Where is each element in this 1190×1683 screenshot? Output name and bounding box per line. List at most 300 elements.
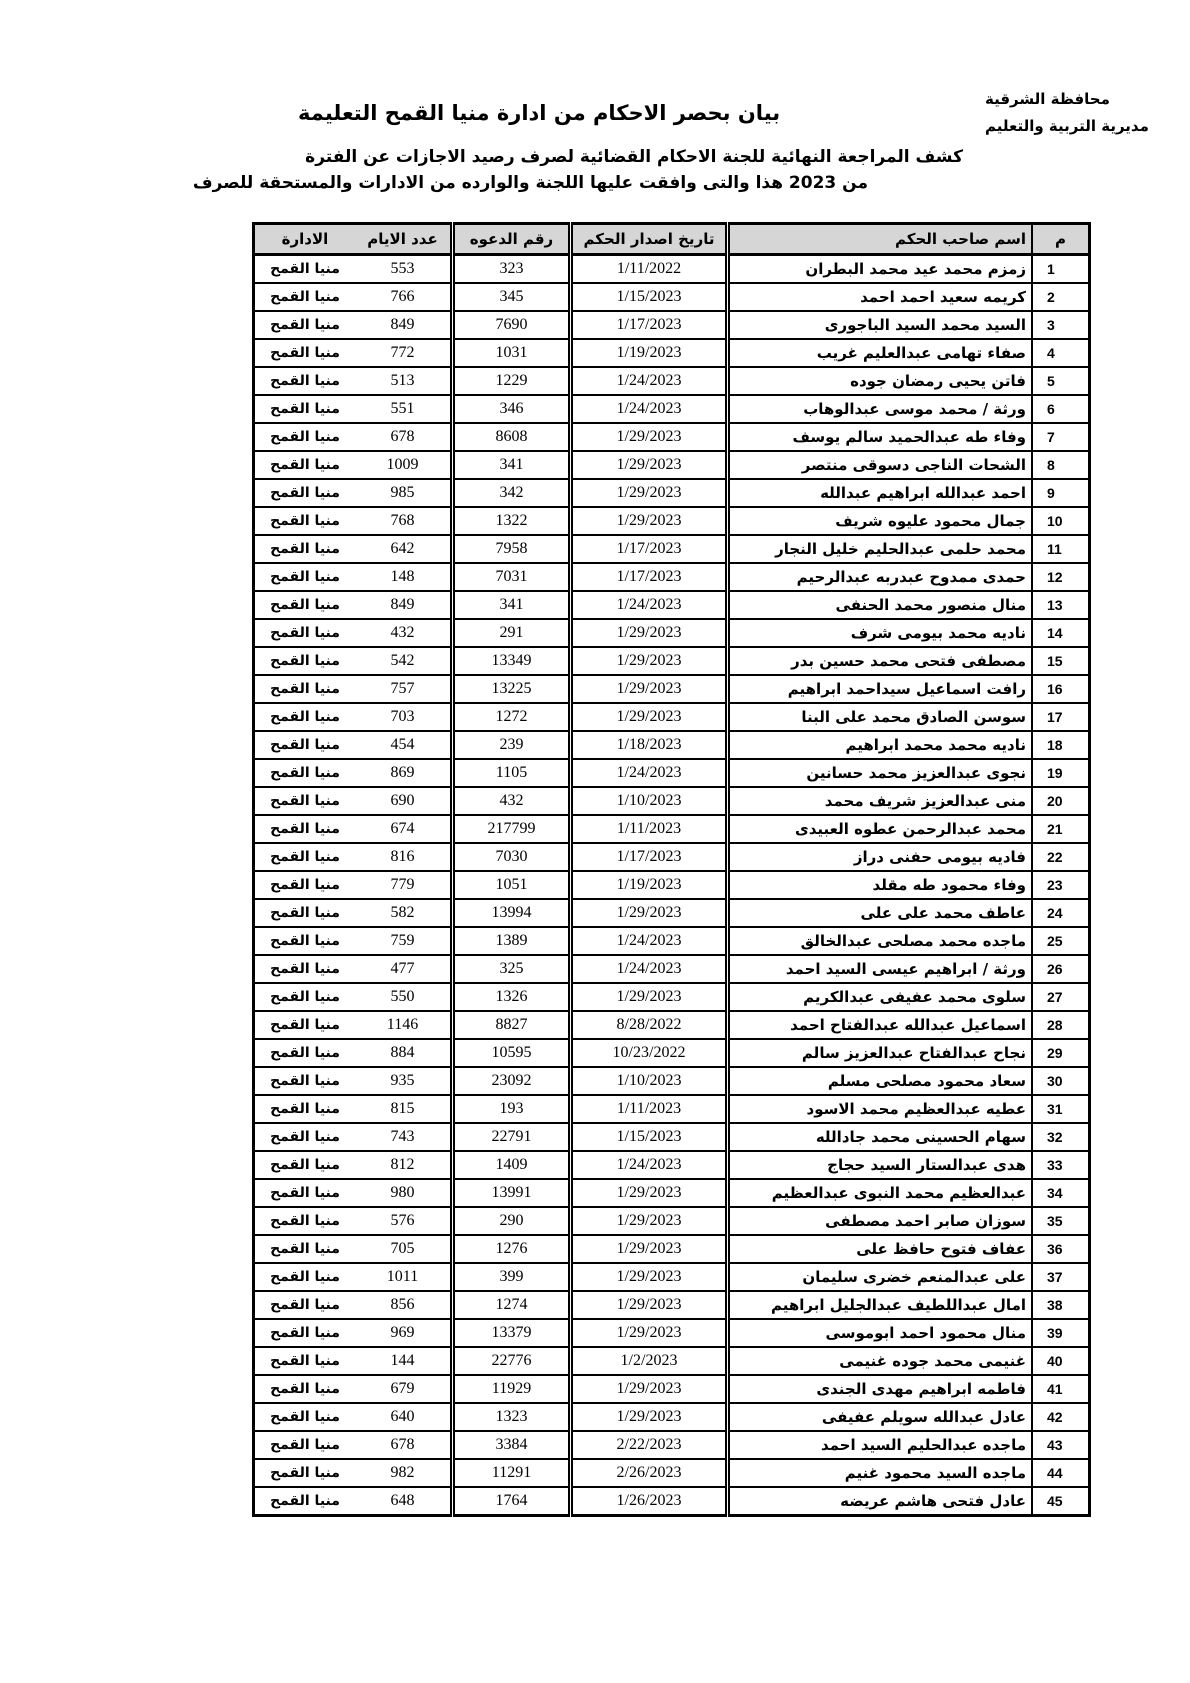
row-case-number-cell: 1272	[453, 703, 571, 731]
row-administration-cell: منيا القمح	[254, 1459, 356, 1487]
row-case-number-cell: 13991	[453, 1179, 571, 1207]
header-serial: م	[1032, 224, 1090, 255]
row-case-number-cell: 1274	[453, 1291, 571, 1319]
row-serial-cell: 37	[1032, 1263, 1090, 1291]
subtitle-line-2: من 2023 هذا والتى وافقت عليها اللجنة والوارده من الادارات والمستحقة للصرف	[192, 173, 868, 193]
row-serial-cell: 24	[1032, 899, 1090, 927]
row-days-cell: 768	[355, 507, 453, 535]
row-days-cell: 582	[355, 899, 453, 927]
directorate-line: مديرية التربية والتعليم	[985, 117, 1149, 135]
row-name-cell: ناديه محمد بيومى شرف	[728, 619, 1033, 647]
row-administration-cell: منيا القمح	[254, 647, 356, 675]
row-administration-cell: منيا القمح	[254, 1151, 356, 1179]
row-days-cell: 679	[355, 1375, 453, 1403]
table-row	[254, 899, 1090, 927]
table-row	[254, 815, 1090, 843]
row-administration-cell: منيا القمح	[254, 1011, 356, 1039]
row-administration-cell: منيا القمح	[254, 1123, 356, 1151]
table-row	[254, 1039, 1090, 1067]
row-case-number-cell: 193	[453, 1095, 571, 1123]
row-case-number-cell: 1031	[453, 339, 571, 367]
table-row	[254, 1011, 1090, 1039]
row-date-cell: 1/29/2023	[571, 451, 728, 479]
row-administration-cell: منيا القمح	[254, 675, 356, 703]
row-serial-cell: 43	[1032, 1431, 1090, 1459]
row-case-number-cell: 8608	[453, 423, 571, 451]
table-row	[254, 395, 1090, 423]
table-row	[254, 1235, 1090, 1263]
row-case-number-cell: 432	[453, 787, 571, 815]
table-row	[254, 535, 1090, 563]
row-case-number-cell: 323	[453, 255, 571, 284]
row-date-cell: 1/24/2023	[571, 759, 728, 787]
row-days-cell: 550	[355, 983, 453, 1011]
row-administration-cell: منيا القمح	[254, 451, 356, 479]
row-name-cell: محمد حلمى عبدالحليم خليل النجار	[728, 535, 1033, 563]
row-days-cell: 648	[355, 1487, 453, 1516]
row-date-cell: 1/24/2023	[571, 367, 728, 395]
row-name-cell: الشحات الناجى دسوقى منتصر	[728, 451, 1033, 479]
row-administration-cell: منيا القمح	[254, 1319, 356, 1347]
row-days-cell: 703	[355, 703, 453, 731]
row-serial-cell: 31	[1032, 1095, 1090, 1123]
row-date-cell: 1/15/2023	[571, 1123, 728, 1151]
row-name-cell: ماجده محمد مصلحى عبدالخالق	[728, 927, 1033, 955]
table-row	[254, 255, 1090, 284]
row-name-cell: امال عبداللطيف عبدالجليل ابراهيم	[728, 1291, 1033, 1319]
row-days-cell: 551	[355, 395, 453, 423]
row-days-cell: 816	[355, 843, 453, 871]
table-row	[254, 1207, 1090, 1235]
row-administration-cell: منيا القمح	[254, 1263, 356, 1291]
table-row	[254, 1095, 1090, 1123]
row-name-cell: سعاد محمود مصلحى مسلم	[728, 1067, 1033, 1095]
row-serial-cell: 20	[1032, 787, 1090, 815]
document-title: بيان بحصر الاحكام من ادارة منيا القمح التعليمة	[298, 101, 781, 125]
row-administration-cell: منيا القمح	[254, 423, 356, 451]
table-row	[254, 731, 1090, 759]
row-serial-cell: 14	[1032, 619, 1090, 647]
subtitle-line-1: كشف المراجعة النهائية للجنة الاحكام القضائية لصرف رصيد الاجازات عن الفترة	[305, 147, 963, 167]
records-tbody	[254, 255, 1090, 1516]
row-case-number-cell: 3384	[453, 1431, 571, 1459]
table-row	[254, 1319, 1090, 1347]
row-date-cell: 1/29/2023	[571, 507, 728, 535]
table-row	[254, 311, 1090, 339]
row-case-number-cell: 1409	[453, 1151, 571, 1179]
row-name-cell: سهام الحسينى محمد جادالله	[728, 1123, 1033, 1151]
header-administration: الادارة	[254, 224, 356, 255]
header-case-number: رقم الدعوه	[453, 224, 571, 255]
table-row	[254, 283, 1090, 311]
row-administration-cell: منيا القمح	[254, 1235, 356, 1263]
row-case-number-cell: 290	[453, 1207, 571, 1235]
row-name-cell: منال محمود احمد ابوموسى	[728, 1319, 1033, 1347]
row-days-cell: 766	[355, 283, 453, 311]
row-name-cell: على عبدالمنعم خضرى سليمان	[728, 1263, 1033, 1291]
row-serial-cell: 38	[1032, 1291, 1090, 1319]
row-administration-cell: منيا القمح	[254, 1039, 356, 1067]
row-serial-cell: 44	[1032, 1459, 1090, 1487]
header-name: اسم صاحب الحكم	[728, 224, 1033, 255]
row-date-cell: 10/23/2022	[571, 1039, 728, 1067]
row-date-cell: 8/28/2022	[571, 1011, 728, 1039]
table-row	[254, 1123, 1090, 1151]
row-administration-cell: منيا القمح	[254, 1095, 356, 1123]
row-administration-cell: منيا القمح	[254, 787, 356, 815]
row-serial-cell: 30	[1032, 1067, 1090, 1095]
row-date-cell: 1/24/2023	[571, 591, 728, 619]
row-serial-cell: 40	[1032, 1347, 1090, 1375]
row-serial-cell: 8	[1032, 451, 1090, 479]
row-name-cell: عادل عبدالله سويلم عفيفى	[728, 1403, 1033, 1431]
row-administration-cell: منيا القمح	[254, 843, 356, 871]
table-row	[254, 843, 1090, 871]
row-name-cell: زمزم محمد عيد محمد البطران	[728, 255, 1033, 284]
row-case-number-cell: 7690	[453, 311, 571, 339]
row-name-cell: احمد عبدالله ابراهيم عبدالله	[728, 479, 1033, 507]
row-administration-cell: منيا القمح	[254, 703, 356, 731]
row-name-cell: ورثة / ابراهيم عيسى السيد احمد	[728, 955, 1033, 983]
row-name-cell: فاديه بيومى حفنى دراز	[728, 843, 1033, 871]
row-days-cell: 1011	[355, 1263, 453, 1291]
table-row	[254, 759, 1090, 787]
row-administration-cell: منيا القمح	[254, 1487, 356, 1516]
row-serial-cell: 34	[1032, 1179, 1090, 1207]
row-days-cell: 969	[355, 1319, 453, 1347]
table-row	[254, 1151, 1090, 1179]
row-case-number-cell: 8827	[453, 1011, 571, 1039]
row-days-cell: 432	[355, 619, 453, 647]
row-administration-cell: منيا القمح	[254, 255, 356, 284]
row-case-number-cell: 13349	[453, 647, 571, 675]
governorate-line: محافظة الشرقية	[985, 90, 1110, 108]
row-date-cell: 1/17/2023	[571, 843, 728, 871]
table-row	[254, 871, 1090, 899]
table-row	[254, 1375, 1090, 1403]
row-date-cell: 1/29/2023	[571, 983, 728, 1011]
table-row	[254, 339, 1090, 367]
row-days-cell: 772	[355, 339, 453, 367]
row-name-cell: محمد عبدالرحمن عطوه العبيدى	[728, 815, 1033, 843]
row-date-cell: 1/15/2023	[571, 283, 728, 311]
row-serial-cell: 11	[1032, 535, 1090, 563]
table-row	[254, 1291, 1090, 1319]
row-serial-cell: 33	[1032, 1151, 1090, 1179]
table-row	[254, 479, 1090, 507]
row-serial-cell: 12	[1032, 563, 1090, 591]
table-row	[254, 423, 1090, 451]
row-case-number-cell: 7958	[453, 535, 571, 563]
row-serial-cell: 22	[1032, 843, 1090, 871]
row-date-cell: 1/29/2023	[571, 1291, 728, 1319]
row-case-number-cell: 1764	[453, 1487, 571, 1516]
table-row	[254, 1263, 1090, 1291]
row-name-cell: رافت اسماعيل سيداحمد ابراهيم	[728, 675, 1033, 703]
row-administration-cell: منيا القمح	[254, 759, 356, 787]
table-row	[254, 451, 1090, 479]
row-case-number-cell: 341	[453, 451, 571, 479]
row-name-cell: سلوى محمد عفيفى عبدالكريم	[728, 983, 1033, 1011]
row-administration-cell: منيا القمح	[254, 731, 356, 759]
row-days-cell: 477	[355, 955, 453, 983]
row-name-cell: مصطفى فتحى محمد حسين بدر	[728, 647, 1033, 675]
row-administration-cell: منيا القمح	[254, 1207, 356, 1235]
row-serial-cell: 21	[1032, 815, 1090, 843]
row-date-cell: 1/29/2023	[571, 1207, 728, 1235]
row-date-cell: 1/29/2023	[571, 1403, 728, 1431]
row-case-number-cell: 346	[453, 395, 571, 423]
row-name-cell: وفاء محمود طه مقلد	[728, 871, 1033, 899]
table-row	[254, 983, 1090, 1011]
row-days-cell: 148	[355, 563, 453, 591]
row-name-cell: فاطمه ابراهيم مهدى الجندى	[728, 1375, 1033, 1403]
row-name-cell: منال منصور محمد الحنفى	[728, 591, 1033, 619]
row-days-cell: 935	[355, 1067, 453, 1095]
row-case-number-cell: 13994	[453, 899, 571, 927]
row-days-cell: 985	[355, 479, 453, 507]
row-days-cell: 982	[355, 1459, 453, 1487]
row-date-cell: 1/26/2023	[571, 1487, 728, 1516]
row-name-cell: هدى عبدالستار السيد حجاج	[728, 1151, 1033, 1179]
judgments-table	[252, 222, 1091, 1517]
row-days-cell: 980	[355, 1179, 453, 1207]
table-row	[254, 1487, 1090, 1516]
row-administration-cell: منيا القمح	[254, 899, 356, 927]
row-serial-cell: 16	[1032, 675, 1090, 703]
row-date-cell: 1/10/2023	[571, 787, 728, 815]
row-name-cell: عاطف محمد على على	[728, 899, 1033, 927]
row-name-cell: حمدى ممدوح عبدربه عبدالرحيم	[728, 563, 1033, 591]
table-row	[254, 675, 1090, 703]
row-serial-cell: 5	[1032, 367, 1090, 395]
row-case-number-cell: 1051	[453, 871, 571, 899]
row-case-number-cell: 1389	[453, 927, 571, 955]
row-date-cell: 1/2/2023	[571, 1347, 728, 1375]
row-serial-cell: 4	[1032, 339, 1090, 367]
row-administration-cell: منيا القمح	[254, 563, 356, 591]
row-days-cell: 705	[355, 1235, 453, 1263]
row-serial-cell: 15	[1032, 647, 1090, 675]
row-case-number-cell: 325	[453, 955, 571, 983]
row-name-cell: صفاء تهامى عبدالعليم غريب	[728, 339, 1033, 367]
row-days-cell: 743	[355, 1123, 453, 1151]
row-serial-cell: 18	[1032, 731, 1090, 759]
row-date-cell: 1/11/2023	[571, 1095, 728, 1123]
row-administration-cell: منيا القمح	[254, 591, 356, 619]
row-case-number-cell: 1322	[453, 507, 571, 535]
row-days-cell: 640	[355, 1403, 453, 1431]
row-days-cell: 779	[355, 871, 453, 899]
row-case-number-cell: 1229	[453, 367, 571, 395]
row-administration-cell: منيا القمح	[254, 1431, 356, 1459]
table-row	[254, 563, 1090, 591]
row-administration-cell: منيا القمح	[254, 395, 356, 423]
row-date-cell: 1/17/2023	[571, 563, 728, 591]
table-row	[254, 647, 1090, 675]
row-days-cell: 849	[355, 311, 453, 339]
row-case-number-cell: 22776	[453, 1347, 571, 1375]
row-serial-cell: 13	[1032, 591, 1090, 619]
row-name-cell: وفاء طه عبدالحميد سالم يوسف	[728, 423, 1033, 451]
row-days-cell: 678	[355, 1431, 453, 1459]
row-date-cell: 1/29/2023	[571, 647, 728, 675]
row-date-cell: 1/29/2023	[571, 1235, 728, 1263]
header-row	[254, 224, 1090, 255]
row-name-cell: ماجده عبدالحليم السيد احمد	[728, 1431, 1033, 1459]
row-name-cell: ورثة / محمد موسى عبدالوهاب	[728, 395, 1033, 423]
row-case-number-cell: 11291	[453, 1459, 571, 1487]
row-days-cell: 678	[355, 423, 453, 451]
row-serial-cell: 19	[1032, 759, 1090, 787]
row-administration-cell: منيا القمح	[254, 311, 356, 339]
row-serial-cell: 39	[1032, 1319, 1090, 1347]
row-date-cell: 1/10/2023	[571, 1067, 728, 1095]
row-date-cell: 1/24/2023	[571, 927, 728, 955]
row-days-cell: 856	[355, 1291, 453, 1319]
row-case-number-cell: 7031	[453, 563, 571, 591]
row-name-cell: اسماعيل عبدالله عبدالفتاح احمد	[728, 1011, 1033, 1039]
row-case-number-cell: 10595	[453, 1039, 571, 1067]
row-date-cell: 1/29/2023	[571, 1263, 728, 1291]
row-name-cell: عفاف فتوح حافظ على	[728, 1235, 1033, 1263]
row-serial-cell: 2	[1032, 283, 1090, 311]
row-case-number-cell: 13379	[453, 1319, 571, 1347]
row-date-cell: 1/29/2023	[571, 1375, 728, 1403]
row-administration-cell: منيا القمح	[254, 1179, 356, 1207]
row-days-cell: 674	[355, 815, 453, 843]
row-date-cell: 1/11/2023	[571, 815, 728, 843]
row-days-cell: 757	[355, 675, 453, 703]
table-row	[254, 787, 1090, 815]
row-case-number-cell: 345	[453, 283, 571, 311]
row-days-cell: 1146	[355, 1011, 453, 1039]
row-date-cell: 1/11/2022	[571, 255, 728, 284]
table-row	[254, 591, 1090, 619]
table-row	[254, 1067, 1090, 1095]
row-date-cell: 1/29/2023	[571, 1319, 728, 1347]
row-days-cell: 759	[355, 927, 453, 955]
row-administration-cell: منيا القمح	[254, 955, 356, 983]
row-administration-cell: منيا القمح	[254, 1375, 356, 1403]
row-serial-cell: 42	[1032, 1403, 1090, 1431]
row-serial-cell: 41	[1032, 1375, 1090, 1403]
row-name-cell: عطيه عبدالعظيم محمد الاسود	[728, 1095, 1033, 1123]
row-administration-cell: منيا القمح	[254, 1067, 356, 1095]
row-date-cell: 1/24/2023	[571, 395, 728, 423]
row-case-number-cell: 1276	[453, 1235, 571, 1263]
row-days-cell: 690	[355, 787, 453, 815]
row-case-number-cell: 7030	[453, 843, 571, 871]
row-administration-cell: منيا القمح	[254, 367, 356, 395]
row-date-cell: 1/17/2023	[571, 535, 728, 563]
row-case-number-cell: 399	[453, 1263, 571, 1291]
row-administration-cell: منيا القمح	[254, 871, 356, 899]
row-days-cell: 642	[355, 535, 453, 563]
row-days-cell: 812	[355, 1151, 453, 1179]
table-row	[254, 1347, 1090, 1375]
row-date-cell: 1/18/2023	[571, 731, 728, 759]
table-row	[254, 367, 1090, 395]
row-serial-cell: 1	[1032, 255, 1090, 284]
row-serial-cell: 32	[1032, 1123, 1090, 1151]
row-administration-cell: منيا القمح	[254, 619, 356, 647]
row-case-number-cell: 239	[453, 731, 571, 759]
row-date-cell: 1/19/2023	[571, 339, 728, 367]
row-name-cell: عادل فتحى هاشم عريضه	[728, 1487, 1033, 1516]
row-date-cell: 1/29/2023	[571, 479, 728, 507]
row-days-cell: 869	[355, 759, 453, 787]
row-days-cell: 513	[355, 367, 453, 395]
row-date-cell: 1/29/2023	[571, 675, 728, 703]
row-date-cell: 2/22/2023	[571, 1431, 728, 1459]
row-name-cell: فاتن يحيى رمضان جوده	[728, 367, 1033, 395]
row-administration-cell: منيا القمح	[254, 983, 356, 1011]
row-serial-cell: 3	[1032, 311, 1090, 339]
row-administration-cell: منيا القمح	[254, 535, 356, 563]
row-date-cell: 1/29/2023	[571, 619, 728, 647]
row-serial-cell: 36	[1032, 1235, 1090, 1263]
row-serial-cell: 45	[1032, 1487, 1090, 1516]
row-name-cell: سوسن الصادق محمد على البنا	[728, 703, 1033, 731]
row-administration-cell: منيا القمح	[254, 1291, 356, 1319]
row-case-number-cell: 291	[453, 619, 571, 647]
row-administration-cell: منيا القمح	[254, 479, 356, 507]
row-administration-cell: منيا القمح	[254, 815, 356, 843]
row-date-cell: 1/29/2023	[571, 1179, 728, 1207]
table-header	[254, 224, 1090, 255]
row-case-number-cell: 1323	[453, 1403, 571, 1431]
row-case-number-cell: 11929	[453, 1375, 571, 1403]
table-row	[254, 1431, 1090, 1459]
row-serial-cell: 7	[1032, 423, 1090, 451]
row-case-number-cell: 217799	[453, 815, 571, 843]
table-row	[254, 1179, 1090, 1207]
row-date-cell: 1/29/2023	[571, 703, 728, 731]
row-name-cell: منى عبدالعزيز شريف محمد	[728, 787, 1033, 815]
row-serial-cell: 25	[1032, 927, 1090, 955]
row-case-number-cell: 341	[453, 591, 571, 619]
row-case-number-cell: 1105	[453, 759, 571, 787]
row-case-number-cell: 22791	[453, 1123, 571, 1151]
row-days-cell: 144	[355, 1347, 453, 1375]
row-name-cell: كريمه سعيد احمد احمد	[728, 283, 1033, 311]
row-date-cell: 1/29/2023	[571, 899, 728, 927]
row-days-cell: 815	[355, 1095, 453, 1123]
row-administration-cell: منيا القمح	[254, 507, 356, 535]
row-serial-cell: 23	[1032, 871, 1090, 899]
org-header	[985, 86, 1149, 140]
row-case-number-cell: 13225	[453, 675, 571, 703]
row-date-cell: 1/24/2023	[571, 955, 728, 983]
row-serial-cell: 10	[1032, 507, 1090, 535]
row-name-cell: نجوى عبدالعزيز محمد حسانين	[728, 759, 1033, 787]
row-serial-cell: 6	[1032, 395, 1090, 423]
row-name-cell: السيد محمد السيد الباجورى	[728, 311, 1033, 339]
row-administration-cell: منيا القمح	[254, 1403, 356, 1431]
header-date: تاريخ اصدار الحكم	[571, 224, 728, 255]
header-days-count: عدد الايام	[355, 224, 453, 255]
row-case-number-cell: 1326	[453, 983, 571, 1011]
row-name-cell: سوزان صابر احمد مصطفى	[728, 1207, 1033, 1235]
row-name-cell: ناديه محمد محمد ابراهيم	[728, 731, 1033, 759]
table-row	[254, 927, 1090, 955]
row-days-cell: 542	[355, 647, 453, 675]
row-date-cell: 1/17/2023	[571, 311, 728, 339]
row-days-cell: 454	[355, 731, 453, 759]
row-serial-cell: 28	[1032, 1011, 1090, 1039]
row-days-cell: 884	[355, 1039, 453, 1067]
